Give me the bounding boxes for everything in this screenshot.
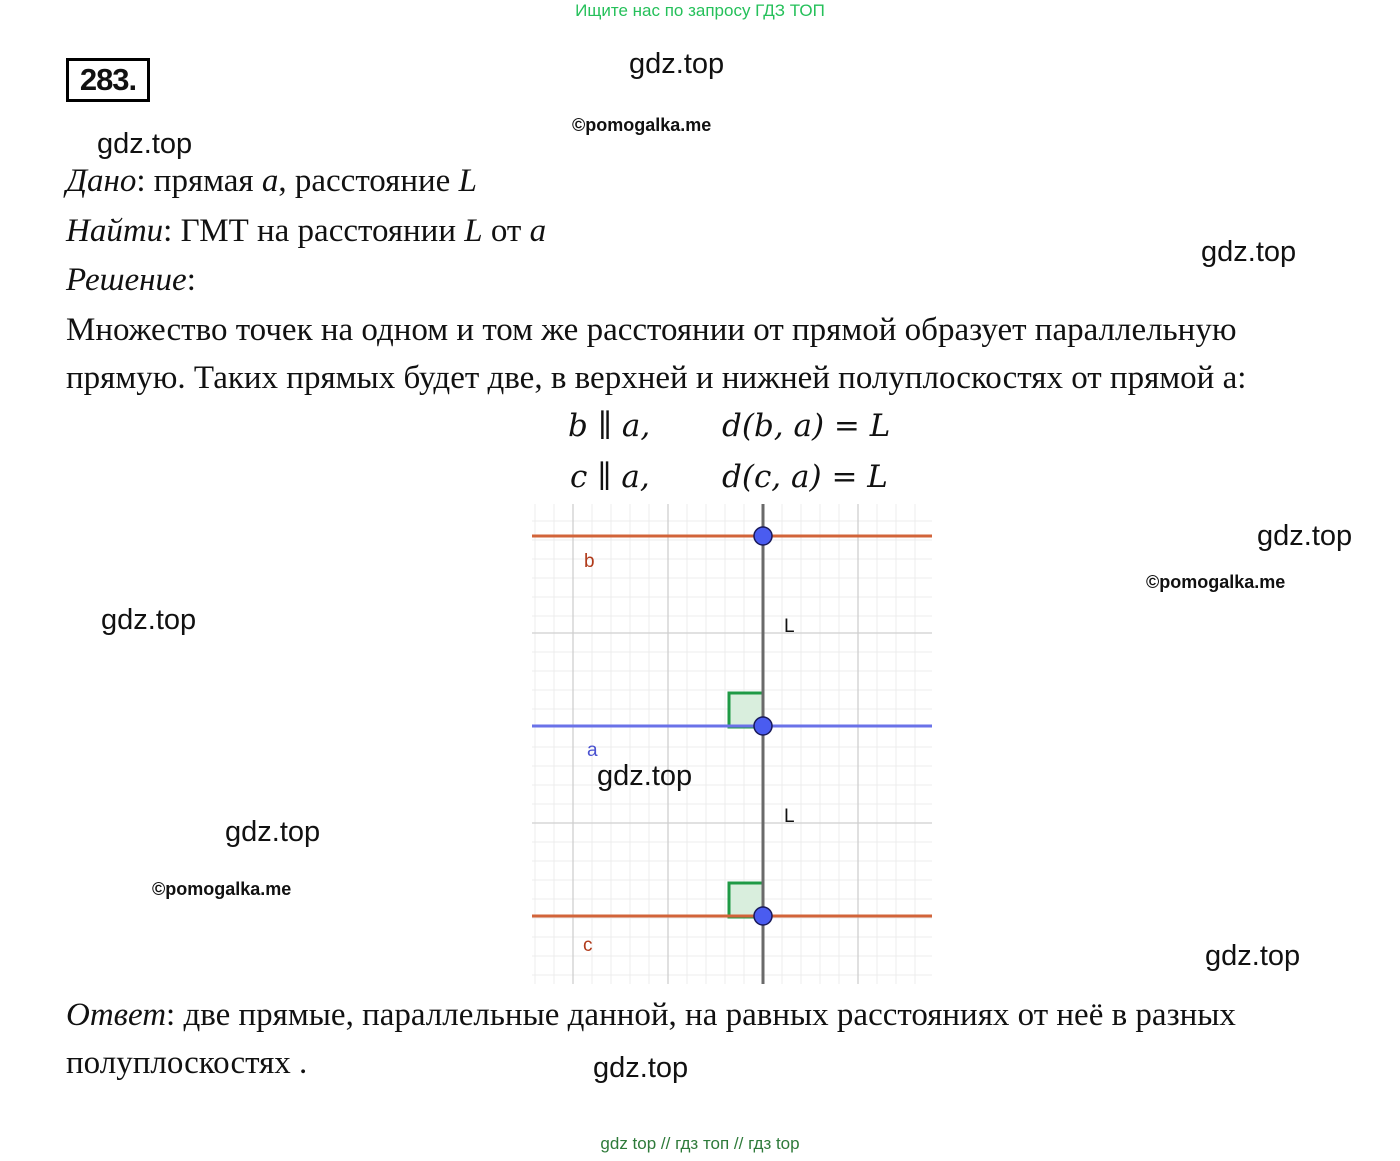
solution-text-line-2: прямую. Таких прямых будет две, в верхней и нижней полуплоскостях от прямой а: [66, 360, 1247, 396]
find-label: Найти [66, 213, 164, 249]
label-line-a: a [587, 740, 598, 761]
watermark: gdz.top [597, 760, 693, 792]
given-label: Дано [66, 163, 137, 199]
solution-label: Решение [66, 262, 187, 298]
label-distance-lower: L [784, 806, 795, 827]
label-line-c: c [583, 935, 593, 956]
solution-heading: Решение: [66, 262, 196, 298]
label-distance-upper: L [784, 616, 795, 637]
problem-number: 283. [66, 58, 150, 102]
watermark: gdz.top [629, 48, 725, 80]
point-on-a [754, 717, 772, 735]
answer-line-1: Ответ: две прямые, параллельные данной, на равных расстояниях от неё в разных [66, 997, 1236, 1033]
copyright-watermark: ©pomogalka.me [152, 879, 292, 899]
label-line-b: b [584, 551, 595, 572]
answer-line-2: полуплоскостях . [66, 1045, 308, 1081]
watermark: gdz.top [1205, 940, 1301, 972]
footer-links[interactable]: gdz top // гдз топ // гдз top [600, 1134, 800, 1153]
watermark: gdz.top [101, 604, 197, 636]
watermark: gdz.top [225, 816, 321, 848]
formula-c-distance: d(c, a) = L [722, 459, 888, 495]
formula-b-distance: d(b, a) = L [722, 408, 891, 444]
point-on-b [754, 527, 772, 545]
watermark: gdz.top [97, 128, 193, 160]
search-hint-link[interactable]: Ищите нас по запросу ГДЗ ТОП [575, 1, 825, 20]
formula-b-parallel: b ∥ a, [568, 408, 651, 444]
watermark: gdz.top [1201, 236, 1297, 268]
formula-c-parallel: c ∥ a, [570, 459, 650, 495]
copyright-watermark: ©pomogalka.me [1146, 572, 1286, 592]
geometry-figure [532, 504, 932, 984]
find-line: Найти: ГМТ на расстоянии L от a [66, 213, 547, 249]
point-on-c [754, 907, 772, 925]
answer-label: Ответ [66, 997, 167, 1033]
solution-text-line-1: Множество точек на одном и том же расстоянии от прямой образует параллельную [66, 312, 1237, 348]
watermark: gdz.top [1257, 520, 1353, 552]
watermark: gdz.top [593, 1052, 689, 1084]
copyright-watermark: ©pomogalka.me [572, 115, 712, 135]
given-line: Дано: прямая a, расстояние L [66, 163, 477, 199]
